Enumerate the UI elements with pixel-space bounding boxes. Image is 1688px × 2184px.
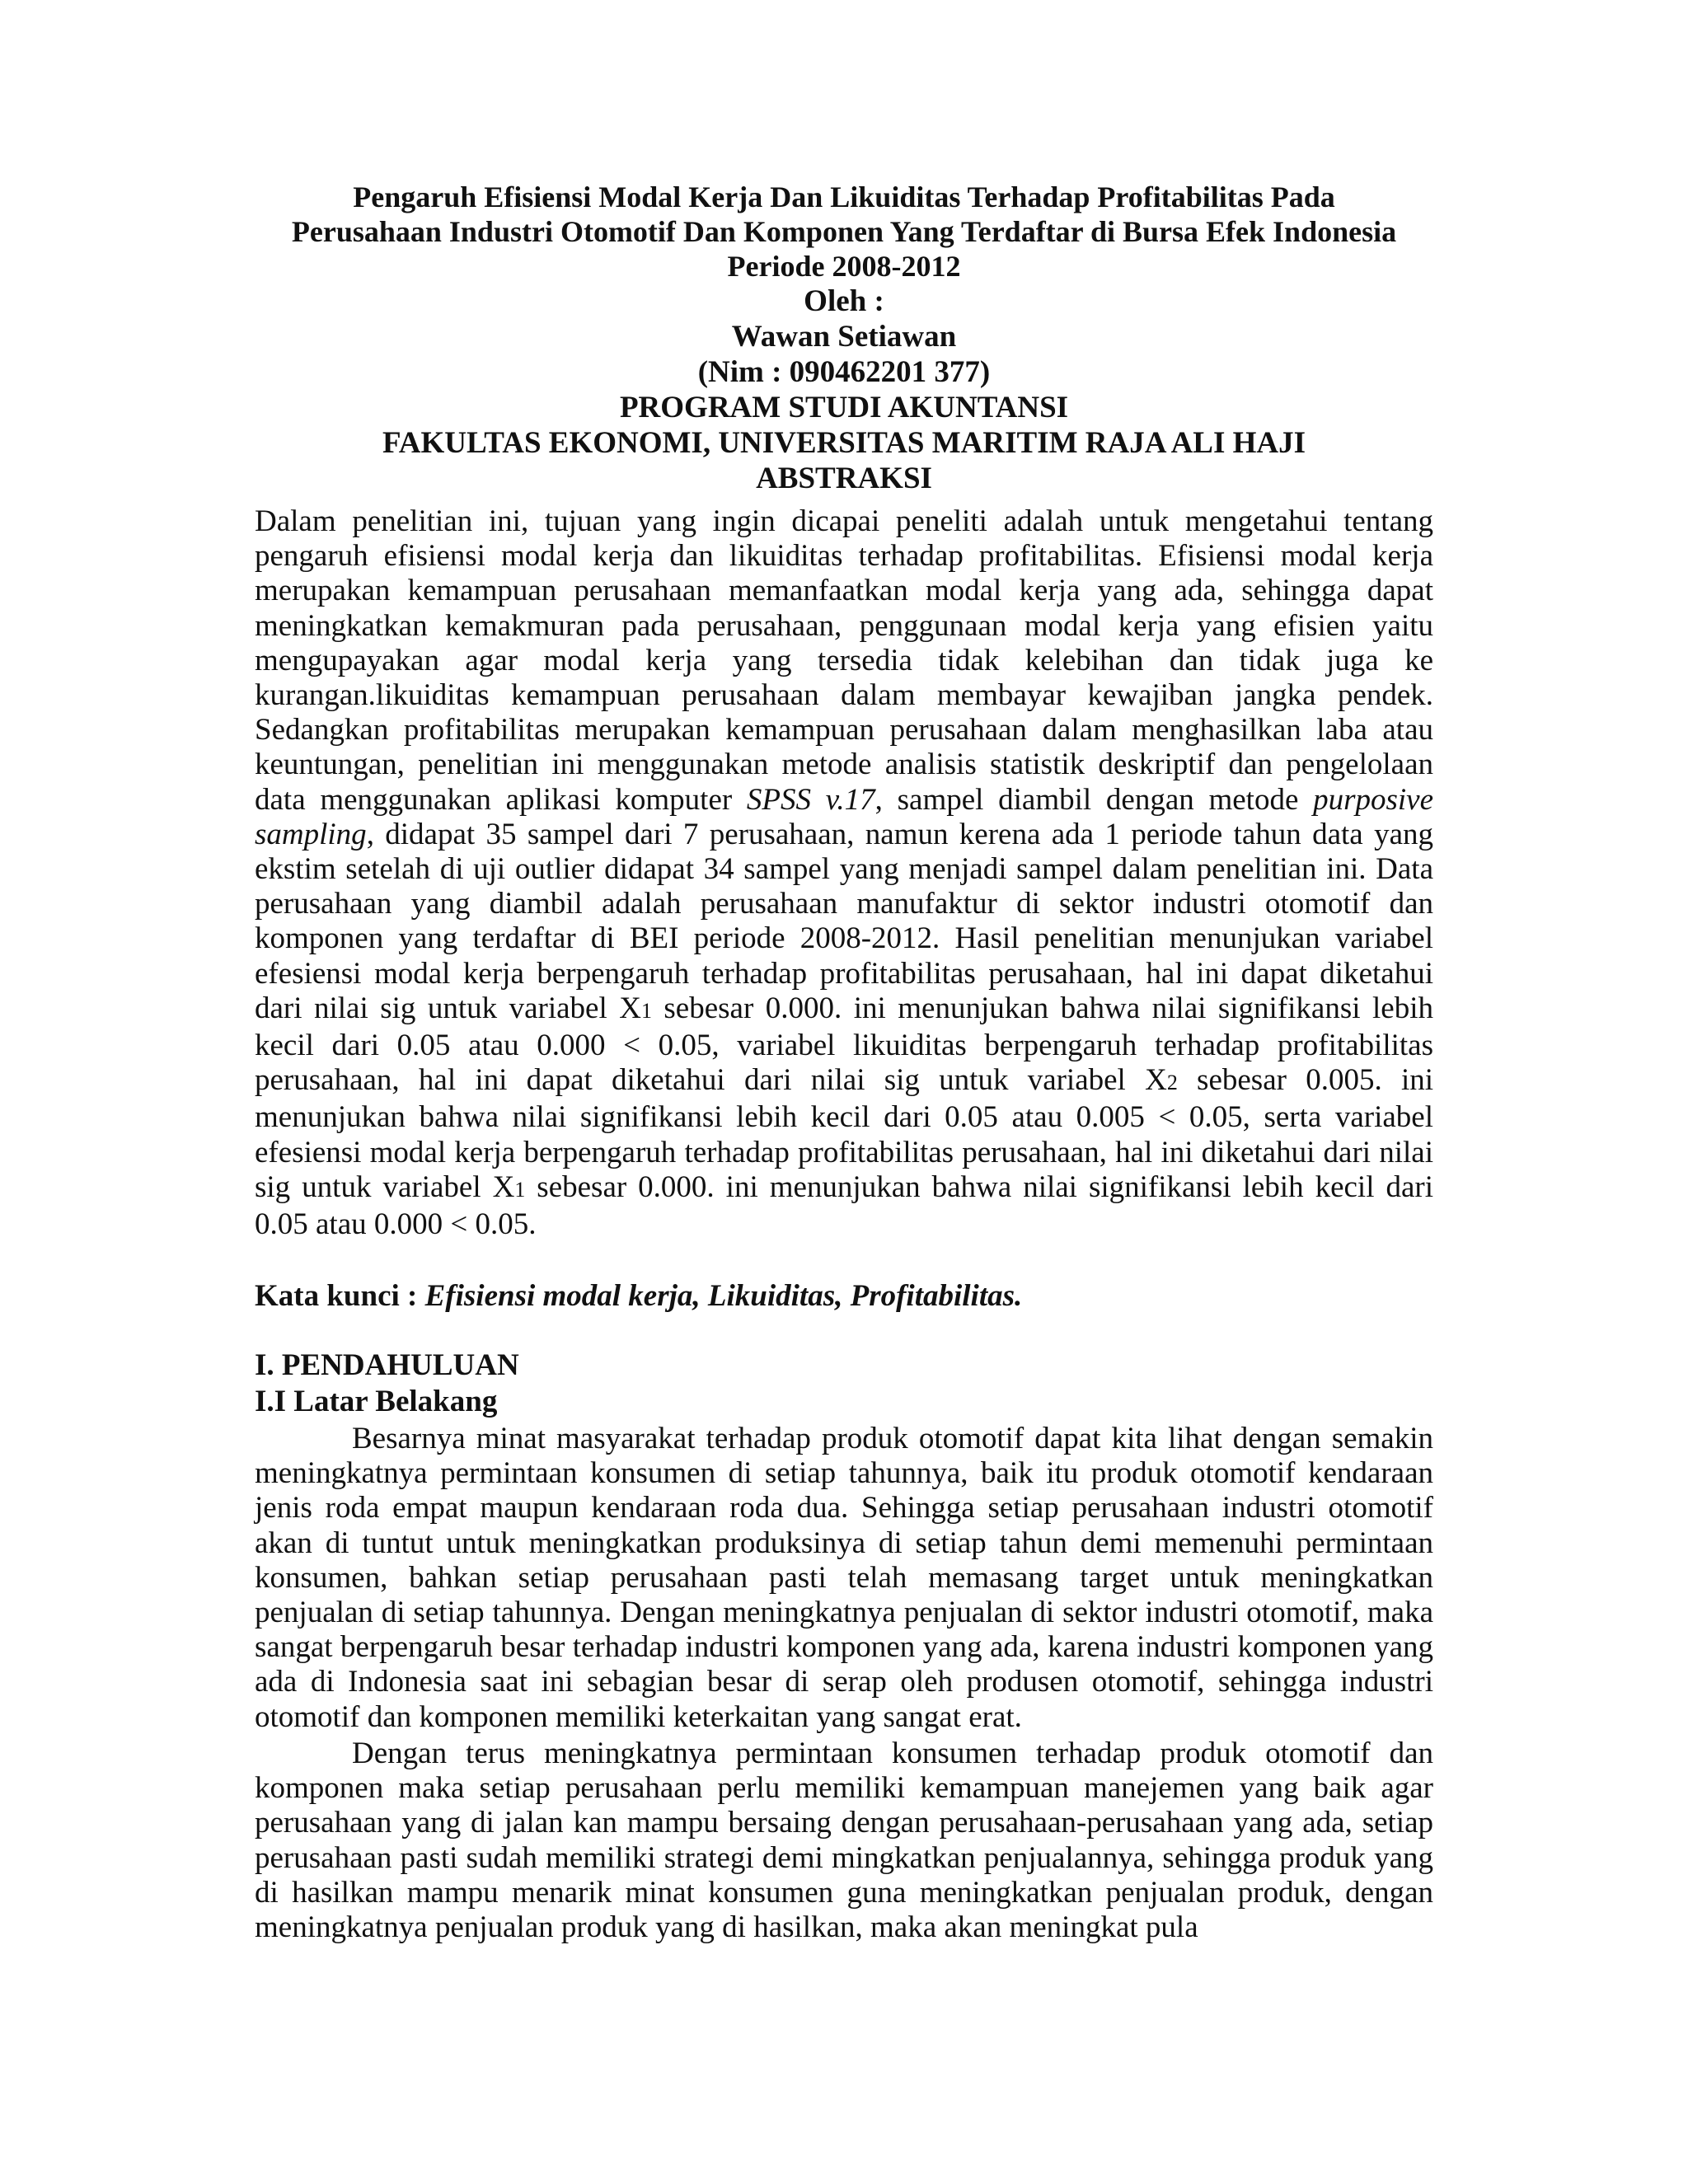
abstract-text-3: , didapat 35 sampel dari 7 perusahaan, namun kerena ada 1 periode tahun data yang ekstim setelah di uji outlier didapat 34 sampel yang menjadi sampel dalam penelitian ini. Data perusahaan yang diambil adalah perusahaan manufaktur di sektor industri otomotif dan komponen yang terdaftar di BEI periode 2008-2012. Hasil penelitian menunjukan variabel efesiensi modal kerja berpengaruh terhadap profitabilitas perusahaan, hal ini dapat diketahui dari nilai sig untuk variabel X (255, 817, 1433, 1025)
abstract-text-4: sebesar 0.000. ini menunjukan bahwa nilai signifikansi lebih kecil dari 0.05 atau 0.000 < 0.05, variabel likuiditas berpengaruh terhadap profitabilitas perusahaan, hal ini dapat diketahui dari nilai sig untuk variabel X (255, 991, 1433, 1098)
author-name: Wawan Setiawan (731, 320, 957, 354)
keywords-line (255, 1279, 1022, 1314)
faculty-university: FAKULTAS EKONOMI, UNIVERSITAS MARITIM RAJA ALI HAJI (382, 426, 1306, 460)
abstract-text-5: sebesar 0.005. ini menunjukan bahwa nilai signifikansi lebih kecil dari 0.05 atau 0.005 < 0.05, serta variabel efesiensi modal kerja berpengaruh terhadap profitabilitas perusahaan, hal ini diketahui dari nilai sig untuk variabel X (255, 1063, 1433, 1204)
subsection-heading: I.I Latar Belakang (255, 1385, 498, 1418)
abstract-text-1: Dalam penelitian ini, tujuan yang ingin dicapai peneliti adalah untuk mengetahui tentang pengaruh efisiensi modal kerja dan likuiditas terhadap profitabilitas. Efisiensi modal kerja merupakan kemampuan perusahaan memanfaatkan modal kerja yang ada, sehingga dapat meningkatkan kemakmuran pada perusahaan, penggunaan modal kerja yang efisien yaitu mengupayakan agar modal kerja yang tersedia tidak kelebihan dan tidak juga ke kurangan.likuiditas kemampuan perusahaan dalam membayar kewajiban jangka pendek. Sedangkan profitabilitas merupakan kemampuan perusahaan dalam menghasilkan laba atau keuntungan, penelitian ini menggunakan metode analisis statistik deskriptif dan pengelolaan data menggunakan aplikasi komputer (255, 504, 1433, 817)
abstract-heading: ABSTRAKSI (756, 462, 932, 495)
subscript-x2: 2 (1166, 1071, 1178, 1095)
abstract-body (255, 504, 1433, 1242)
keywords-terms: Efisiensi modal kerja, Likuiditas, Profitabilitas. (424, 1279, 1023, 1313)
abstract-text-6: sebesar 0.000. ini menunjukan bahwa nilai signifikansi lebih kecil dari 0.05 atau 0.000 < 0.05. (255, 1169, 1433, 1242)
paper-title-line-2: Perusahaan Industri Otomotif Dan Komponen Yang Terdaftar di Bursa Efek Indonesia (291, 215, 1397, 248)
abstract-sampling-term: purposive sampling (255, 782, 1434, 851)
subscript-x1-a: 1 (640, 998, 652, 1023)
paper-header (247, 180, 1441, 496)
body-paragraph-1: Besarnya minat masyarakat terhadap produk otomotif dapat kita lihat dengan semakin meningkatnya permintaan konsumen di setiap tahunnya, baik itu produk otomotif kendaraan jenis roda empat maupun kendaraan roda dua. Sehingga setiap perusahaan industri otomotif akan di tuntut untuk meningkatkan produksinya di setiap tahun demi memenuhi permintaan konsumen, bahkan setiap perusahaan pasti telah memasang target untuk meningkatkan penjualan di setiap tahunnya. Dengan meningkatnya penjualan di sektor industri otomotif, maka sangat berpengaruh besar terhadap industri komponen yang ada, karena industri komponen yang ada di Indonesia saat ini sebagian besar di serap oleh produsen otomotif, sehingga industri otomotif dan komponen memiliki keterkaitan yang sangat erat. (255, 1422, 1433, 1734)
section-heading: I. PENDAHULUAN (255, 1348, 519, 1382)
paper-title-line-1: Pengaruh Efisiensi Modal Kerja Dan Likuiditas Terhadap Profitabilitas Pada (353, 180, 1335, 213)
abstract-text-2: , sampel diambil dengan metode (874, 782, 1314, 817)
study-program: PROGRAM STUDI AKUNTANSI (619, 391, 1069, 424)
subscript-x1-b: 1 (514, 1177, 526, 1202)
paper-title-line-3: Periode 2008-2012 (727, 250, 961, 283)
body-paragraph-2: Dengan terus meningkatnya permintaan konsumen terhadap produk otomotif dan komponen maka setiap perusahaan perlu memiliki kemampuan manejemen yang baik agar perusahaan yang di jalan kan mampu bersaing dengan perusahaan-perusahaan yang ada, setiap perusahaan pasti sudah memiliki strategi demi mingkatkan penjualannya, sehingga produk yang di hasilkan mampu menarik minat konsumen guna meningkatkan penjualan produk, dengan meningkatnya penjualan produk yang di hasilkan, maka akan meningkat pula (255, 1736, 1433, 1945)
abstract-software-term: SPSS v.17 (746, 782, 875, 817)
keywords-label: Kata kunci : (255, 1279, 425, 1313)
by-label: Oleh : (804, 284, 884, 318)
student-id: (Nim : 090462201 377) (697, 355, 991, 389)
